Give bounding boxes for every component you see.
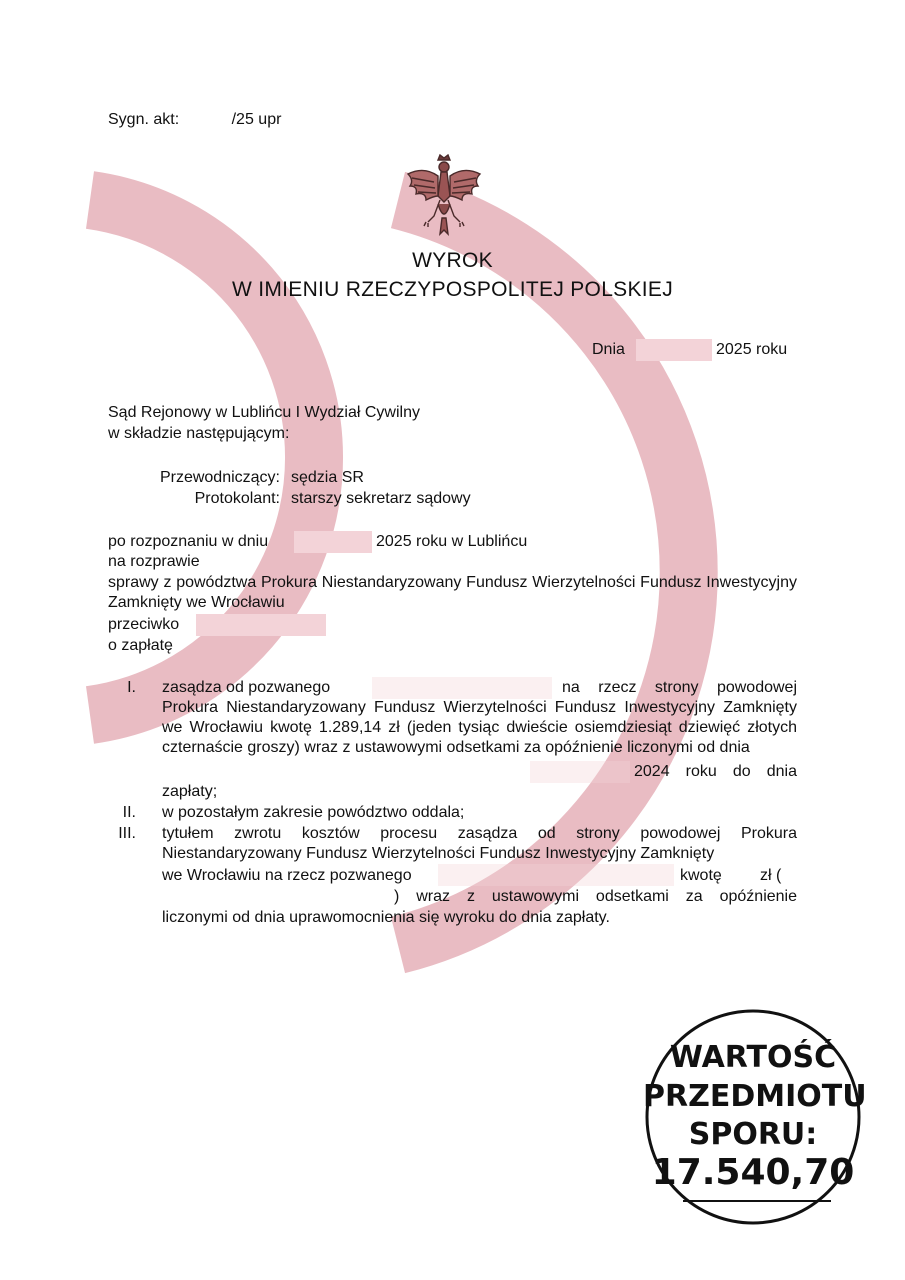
clerk-label: Protokolant:	[194, 490, 280, 507]
date-prefix: Dnia	[592, 341, 625, 358]
on-hearing: na rozprawie	[108, 553, 200, 570]
ruling-3-line4: liczonymi od dnia uprawomocnienia się wyroku do dnia zapłaty.	[162, 909, 610, 926]
ruling-3-line2-c: zł (	[760, 867, 782, 884]
ruling-3-line2-a: we Wrocławiu na rzecz pozwanego	[162, 867, 412, 884]
dispute-value-stamp	[643, 1007, 867, 1227]
ruling-2-number: II.	[122, 804, 136, 821]
case-signature	[108, 110, 281, 130]
redaction-defendant-name	[196, 614, 326, 636]
case-signature-number: /25 upr	[231, 111, 282, 128]
ruling-1-tail: 2024 roku do dnia zapłaty;	[162, 763, 797, 800]
hearing-suffix: 2025 roku w Lublińcu	[376, 533, 528, 550]
judgment-title: WYROK	[412, 249, 493, 272]
ruling-1-body: na rzecz strony powodowej Prokura Niestandaryzowany Fundusz Wierzytelności Fundusz Inwestycyjny Zamknięty we Wrocławiu kwotę 1.289,14 zł (jeden tysiąc dwieście osiemdziesiąt dziewięć złotych czternaście groszy) wraz z ustawowymi odsetkami za opóźnienie liczonymi od dnia	[162, 679, 797, 756]
chair-value: sędzia SR	[291, 469, 364, 486]
hearing-prefix: po rozpoznaniu w dniu	[108, 533, 269, 550]
ruling-1-number: I.	[127, 679, 136, 696]
redaction-costs-defendant	[438, 864, 674, 886]
ruling-3-line1: tytułem zwrotu kosztów procesu zasądza od strony powodowej Prokura Niestandaryzowany Fundusz Wierzytelności Fundusz Inwestycyjny Zamknięty	[162, 825, 797, 862]
subject-label: o zapłatę	[108, 637, 173, 654]
ruling-3-number: III.	[118, 825, 136, 842]
stamp-line-2: PRZEDMIOTU	[643, 1079, 867, 1114]
chair-label: Przewodniczący:	[159, 469, 280, 486]
stamp-line-1: WARTOŚĆ	[669, 1040, 837, 1075]
redaction-hearing-date	[294, 531, 372, 553]
ruling-2-text: w pozostałym zakresie powództwo oddala;	[162, 804, 465, 821]
against-label: przeciwko	[108, 616, 180, 633]
ruling-3-line3: ) wraz z ustawowymi odsetkami za opóźnienie	[394, 888, 797, 905]
polish-eagle-emblem-icon	[404, 152, 484, 240]
stamp-line-3: SPORU:	[688, 1117, 818, 1152]
judgment-subtitle: W IMIENIU RZECZYPOSPOLITEJ POLSKIEJ	[231, 278, 674, 301]
stamp-value: 17.540,70	[651, 1152, 855, 1193]
court-name: Sąd Rejonowy w Lublińcu I Wydział Cywilny	[108, 404, 420, 421]
claim-text: sprawy z powództwa Prokura Niestandaryzowany Fundusz Wierzytelności Fundusz Inwestycyjny Zamknięty we Wrocławiu	[108, 574, 797, 611]
redaction-date	[636, 339, 712, 361]
ruling-3-line2-b: kwotę	[680, 867, 722, 884]
date-suffix: 2025 roku	[716, 341, 788, 358]
court-composition-label: w składzie następującym:	[108, 425, 290, 442]
ruling-1-lead: zasądza od pozwanego	[162, 679, 331, 696]
clerk-value: starszy sekretarz sądowy	[291, 490, 471, 507]
case-signature-label: Sygn. akt:	[108, 111, 180, 128]
